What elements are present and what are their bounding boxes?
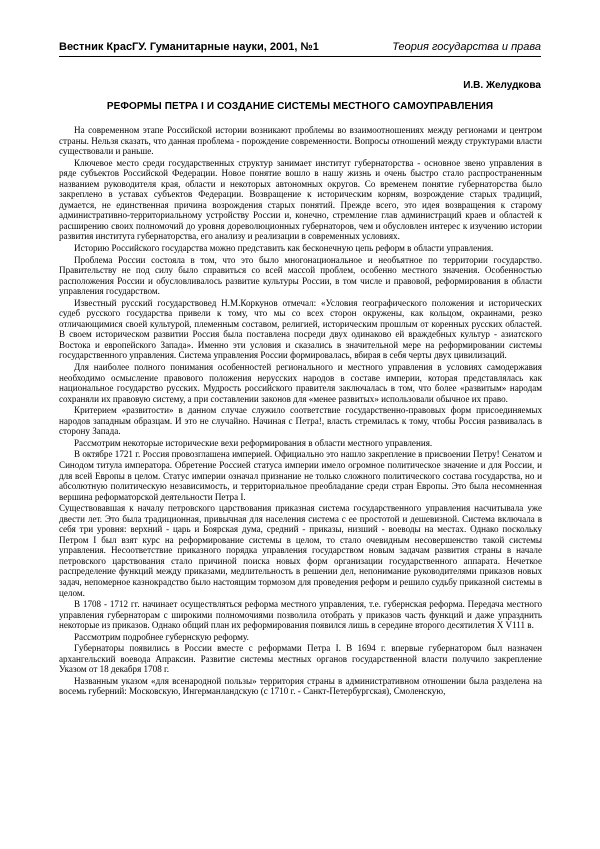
article-title: РЕФОРМЫ ПЕТРА I И СОЗДАНИЕ СИСТЕМЫ МЕСТНОГО САМОУПРАВЛЕНИЯ [106,101,494,112]
paragraph: Существовавшая к началу петровского царствования приказная система государственного управления насчитывала уже двести лет. Это была традиционная, привычная для населения система с ее простотой и дешевизной. Система включала в себя три уровня: верхний - царь и Боярская дума, средний - приказы, низший - воеводы на местах. Однако поскольку Петром I был взят курс на реформирование системы в целом, то стало очевидным несовершенство такой системы управления. Несоответствие приказного порядка управления государством новым задачам развития страны в начале петровского царствования стало причиной поиска новых форм организации государственного аппарата. Нечеткое распределение функций между приказами, медлительность в решении дел, непонимание руководителями приказов новых задач, непомерное казнокрадство было настоящим тормозом для проведения реформ и решило судьбу приказной системы в целом. [59,503,542,598]
paragraph: Проблема России состояла в том, что это было многонациональное и необъятное по территории государство. Правительству не под силу было справиться со всей массой проблем, особенно местного значения. Особенностью расположения России и обусловливалось развитие культуры России, в том числе и правовой, реформирования в области управления государством. [59,254,542,297]
journal-title: Вестник КрасГУ. Гуманитарные науки, 2001, №1 [59,41,319,53]
article-body [59,125,542,843]
running-header [59,40,541,54]
section-title: Теория государства и права [392,41,541,53]
paragraph: В 1708 - 1712 гг. начинает осуществляться реформа местного управления, т.е. губернская реформа. Передача местного управления губернаторам с широкими полномочиями позволила отобрать у приказов часть функций и даже упразднить некоторые из приказов. Однако общий план их реформирования появился лишь в середине второго десятилетия X V111 в. [59,599,542,631]
header-rule [59,56,541,57]
paragraph: Известный русский государствовед Н.М.Коркунов отмечал: «Условия географического положения и исторических судеб русского государства привели к тому, что мы со всех сторон окружены, как кольцом, окраинами, резко отличающимися своей культурой, племенным составом, религией, историческим прошлым от коренных русских областей. В своем историческом развитии Россия была поставлена посреди двух одинаково ей враждебных культур - азиатского Востока и европейского Запада». Именно эти условия и сказались в значительной мере на реформировании системы государственного управления. Система управления России формировалась, вбирая в себя черты двух цивилизаций. [59,297,542,361]
article-author: И.В. Желудкова [463,80,541,91]
paragraph: На современном этапе Российской истории возникают проблемы во взаимоотношениях между регионами и центром страны. Нельзя сказать, что данная проблема - порождение современности. Вопросы отношений между структурами власти существовали и раньше. [59,125,542,157]
paragraph: Историю Российского государства можно представить как бесконечную цепь реформ в области управления. [74,243,494,254]
paragraph: Названным указом «для всенародной пользы» территория страны в административном отношении была разделена на восемь губерний: Московскую, Ингерманландскую (с 1710 г. - Санкт-Петербургская), Смоленскую, [59,675,542,697]
paragraph: Ключевое место среди государственных структур занимает институт губернаторства - основное звено управления в ряде субъектов Российской Федерации. Новое понятие вошло в нашу жизнь и очень быстро стало распространенным названием руководителя края, области и некоторых автономных округов. Со временем понятие губернаторства было закреплено в уставах субъектов Федерации. Возвращение к историческим корням, возрождение старых традиций, думается, не единственная причина возрождения старых понятий. Прежде всего, это идея возвращения к старому административно-территориальному устройству России и, конечно, стремление глав администраций краев и областей к расширению своих полномочий до уровня дореволюционных губернаторов, чем и обусловлен интерес к изучению истории развития института губернаторства, его анализу и реализации в современных условиях. [59,157,542,242]
paragraph: Рассмотрим некоторые исторические вехи реформирования в области местного управления. [74,437,433,448]
paragraph: В октябре 1721 г. Россия провозглашена империей. Официально это нашло закрепление в присвоении Петру! Сенатом и Синодом титула императора. Обретение Россией статуса империи имело огромное политическое значение и для России, и для всей Европы в целом. Статус империи означал признание не только сложного политического состава государства, но и абсолютную политическую независимость, и территориальное преобладание среди стран Европы. Это была несомненная вершина реформаторской деятельности Петра I. [59,449,542,502]
paragraph: Рассмотрим подробнее губернскую реформу. [74,631,249,642]
paragraph: Критерием «развитости» в данном случае служило соответствие государственно-правовых форм присоединяемых народов западным образцам. И это не случайно. Начиная с Петра!, власть стремилась к тому, чтобы Россия развивалась в сторону Запада. [59,405,542,437]
paragraph: Губернаторы появились в России вместе с реформами Петра I. В 1694 г. впервые губернатором был назначен архангельский воевода Апраксин. Развитие системы местных органов государственной власти получило закрепление Указом от 18 декабря 1708 г. [59,643,542,675]
paragraph: Для наиболее полного понимания особенностей регионального и местного управления в условиях самодержавия необходимо осмысление правового положения нерусских народов в составе империи, которая представлялась как национальное государство русских. Мудрость российского правителя заключалась в том, что более «развитым» народам сохраняли их правовую систему, а при составлении законов для «менее развитых» использовали обычное их право. [59,362,542,404]
